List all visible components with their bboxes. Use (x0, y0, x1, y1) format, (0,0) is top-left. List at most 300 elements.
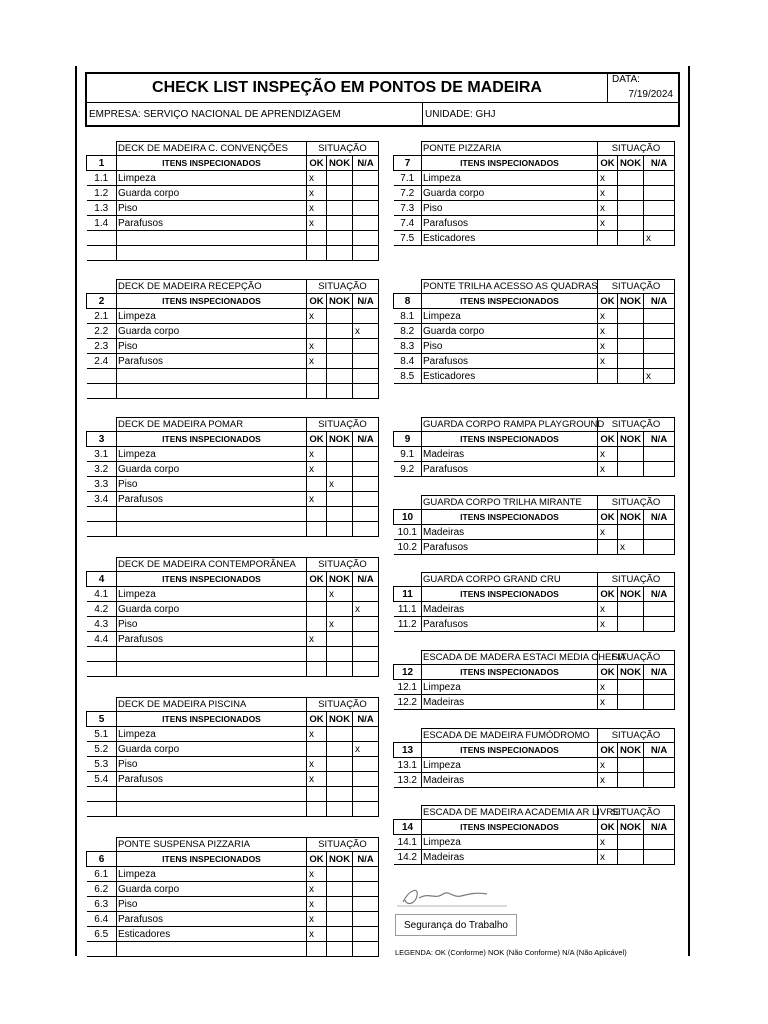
na-mark (353, 727, 379, 742)
date-label: DATA: (612, 74, 640, 85)
ok-mark (307, 787, 327, 802)
item-number: 14.2 (394, 850, 422, 865)
checklist-row (87, 384, 379, 399)
item-number: 12.2 (394, 695, 422, 710)
nok-mark (327, 507, 353, 522)
situacao-header: SITUAÇÃO (598, 651, 675, 665)
checklist-row (394, 309, 675, 324)
na-mark (644, 171, 675, 186)
nok-mark (327, 882, 353, 897)
checklist-row (394, 850, 675, 865)
nok-mark: x (327, 477, 353, 492)
company-row (87, 102, 678, 126)
na-mark (353, 462, 379, 477)
nok-mark (327, 324, 353, 339)
item-label (117, 522, 307, 537)
item-number (87, 507, 117, 522)
situacao-header: SITUAÇÃO (598, 573, 675, 587)
section-number: 5 (87, 712, 117, 727)
ok-mark (307, 942, 327, 957)
ok-header: OK (307, 294, 327, 309)
ok-mark: x (598, 186, 618, 201)
na-mark (353, 309, 379, 324)
ok-mark: x (598, 850, 618, 865)
item-number: 5.3 (87, 757, 117, 772)
items-header: ITENS INSPECIONADOS (117, 294, 307, 309)
situacao-header: SITUAÇÃO (598, 729, 675, 743)
item-label: Guarda corpo (117, 602, 307, 617)
na-mark (353, 802, 379, 817)
situacao-header: SITUAÇÃO (598, 418, 675, 432)
ok-mark: x (307, 216, 327, 231)
item-number: 6.1 (87, 867, 117, 882)
checklist-row (394, 540, 675, 555)
ok-mark: x (598, 216, 618, 231)
checklist-row (87, 246, 379, 261)
item-label: Limpeza (117, 447, 307, 462)
item-label (117, 942, 307, 957)
item-number: 6.2 (87, 882, 117, 897)
nok-header: NOK (327, 156, 353, 171)
ok-mark (307, 231, 327, 246)
ok-mark: x (307, 309, 327, 324)
nok-mark (618, 216, 644, 231)
na-mark (353, 927, 379, 942)
ok-header: OK (598, 432, 618, 447)
checklist-row (87, 324, 379, 339)
item-number: 1.2 (87, 186, 117, 201)
document-header (85, 72, 680, 127)
ok-mark (307, 477, 327, 492)
item-label: Guarda corpo (117, 462, 307, 477)
nok-mark (618, 309, 644, 324)
checklist-row (394, 324, 675, 339)
item-number: 11.2 (394, 617, 422, 632)
ok-header: OK (307, 712, 327, 727)
items-header: ITENS INSPECIONADOS (117, 572, 307, 587)
nok-mark (618, 850, 644, 865)
ok-mark: x (307, 882, 327, 897)
item-number: 5.2 (87, 742, 117, 757)
ok-mark: x (598, 339, 618, 354)
section-title: GUARDA CORPO RAMPA PLAYGROUND (423, 419, 605, 430)
item-label: Parafusos (117, 492, 307, 507)
na-header: N/A (644, 156, 675, 171)
nok-mark (618, 447, 644, 462)
item-label (117, 802, 307, 817)
checklist-row (394, 773, 675, 788)
checklist-row (394, 339, 675, 354)
item-label (117, 369, 307, 384)
items-header: ITENS INSPECIONADOS (422, 156, 598, 171)
na-mark (644, 602, 675, 617)
date-box (607, 74, 679, 102)
date-value: 7/19/2024 (628, 89, 673, 100)
item-number (87, 942, 117, 957)
item-label: Piso (117, 757, 307, 772)
item-label: Piso (117, 477, 307, 492)
checklist-row (394, 369, 675, 384)
na-mark (353, 231, 379, 246)
nok-mark (327, 186, 353, 201)
ok-header: OK (598, 665, 618, 680)
checklist-row (87, 492, 379, 507)
nok-header: NOK (327, 572, 353, 587)
nok-mark (327, 462, 353, 477)
item-label: Parafusos (117, 632, 307, 647)
item-label: Madeiras (422, 447, 598, 462)
section-number: 9 (394, 432, 422, 447)
item-number (87, 246, 117, 261)
section-number: 3 (87, 432, 117, 447)
checklist-row (87, 742, 379, 757)
checklist-row (87, 354, 379, 369)
item-label: Limpeza (117, 309, 307, 324)
item-number: 7.2 (394, 186, 422, 201)
item-label: Esticadores (422, 369, 598, 384)
checklist-row (87, 171, 379, 186)
item-label: Guarda corpo (117, 324, 307, 339)
items-header: ITENS INSPECIONADOS (117, 156, 307, 171)
ok-mark: x (307, 447, 327, 462)
item-label: Parafusos (117, 772, 307, 787)
na-mark: x (353, 742, 379, 757)
ok-mark (307, 647, 327, 662)
checklist-row (87, 802, 379, 817)
checklist-row (87, 882, 379, 897)
na-mark (353, 354, 379, 369)
checklist-row (394, 835, 675, 850)
nok-mark (327, 772, 353, 787)
ok-mark: x (307, 632, 327, 647)
situacao-header: SITUAÇÃO (598, 280, 675, 294)
nok-mark (327, 231, 353, 246)
section-title: PONTE PIZZARIA (422, 142, 598, 156)
nok-mark (327, 309, 353, 324)
item-number: 9.2 (394, 462, 422, 477)
na-header: N/A (644, 665, 675, 680)
na-mark (644, 525, 675, 540)
item-number: 8.1 (394, 309, 422, 324)
ok-mark: x (307, 186, 327, 201)
na-mark (353, 587, 379, 602)
nok-mark (618, 171, 644, 186)
nok-mark (618, 354, 644, 369)
item-number: 10.2 (394, 540, 422, 555)
item-label: Limpeza (117, 171, 307, 186)
nok-mark (327, 216, 353, 231)
nok-mark (327, 354, 353, 369)
na-mark (353, 447, 379, 462)
items-header: ITENS INSPECIONADOS (422, 432, 598, 447)
items-header: ITENS INSPECIONADOS (117, 712, 307, 727)
section-2 (86, 279, 379, 399)
nok-mark (327, 912, 353, 927)
nok-mark (618, 201, 644, 216)
ok-mark: x (307, 727, 327, 742)
nok-header: NOK (327, 294, 353, 309)
section-number: 13 (394, 743, 422, 758)
situacao-header: SITUAÇÃO (307, 142, 379, 156)
na-mark (353, 897, 379, 912)
na-mark (353, 662, 379, 677)
item-label (117, 507, 307, 522)
na-header: N/A (644, 294, 675, 309)
ok-mark: x (598, 462, 618, 477)
nok-header: NOK (618, 510, 644, 525)
item-number: 4.4 (87, 632, 117, 647)
ok-mark: x (307, 897, 327, 912)
checklist-row (87, 772, 379, 787)
section-4 (86, 557, 379, 677)
na-mark (353, 867, 379, 882)
nok-mark (327, 384, 353, 399)
na-mark: x (644, 369, 675, 384)
situacao-header: SITUAÇÃO (307, 418, 379, 432)
item-label: Piso (422, 339, 598, 354)
na-mark (644, 462, 675, 477)
na-mark (353, 787, 379, 802)
section-number: 14 (394, 820, 422, 835)
section-10 (393, 495, 675, 555)
na-mark (353, 647, 379, 662)
item-number: 3.2 (87, 462, 117, 477)
na-mark (353, 369, 379, 384)
ok-mark (307, 742, 327, 757)
na-mark (353, 216, 379, 231)
na-mark: x (353, 602, 379, 617)
ok-header: OK (307, 572, 327, 587)
nok-mark (327, 802, 353, 817)
section-title: DECK DE MADEIRA PISCINA (117, 698, 307, 712)
item-number: 2.1 (87, 309, 117, 324)
na-mark (644, 447, 675, 462)
item-label: Guarda corpo (422, 324, 598, 339)
section-title: DECK DE MADEIRA C. CONVENÇÕES (117, 142, 307, 156)
ok-mark (598, 231, 618, 246)
item-number: 4.2 (87, 602, 117, 617)
section-title: GUARDA CORPO GRAND CRU (422, 573, 598, 587)
checklist-row (394, 186, 675, 201)
section-title: DECK DE MADEIRA RECEPÇÃO (117, 280, 307, 294)
situacao-header: SITUAÇÃO (307, 558, 379, 572)
na-mark (353, 522, 379, 537)
ok-mark: x (307, 772, 327, 787)
ok-mark: x (598, 201, 618, 216)
checklist-row (87, 369, 379, 384)
na-mark: x (644, 231, 675, 246)
items-header: ITENS INSPECIONADOS (117, 432, 307, 447)
items-header: ITENS INSPECIONADOS (422, 510, 598, 525)
item-number: 6.5 (87, 927, 117, 942)
item-label: Parafusos (117, 216, 307, 231)
na-mark (353, 757, 379, 772)
item-number: 7.3 (394, 201, 422, 216)
na-header: N/A (353, 156, 379, 171)
checklist-row (87, 897, 379, 912)
nok-mark: x (327, 587, 353, 602)
na-mark (353, 477, 379, 492)
item-label: Piso (117, 897, 307, 912)
item-label (117, 662, 307, 677)
checklist-row (394, 680, 675, 695)
section-12 (393, 650, 675, 710)
item-label: Piso (117, 201, 307, 216)
item-number: 1.3 (87, 201, 117, 216)
item-number: 5.1 (87, 727, 117, 742)
na-header: N/A (644, 743, 675, 758)
checklist-row (394, 231, 675, 246)
ok-mark: x (598, 773, 618, 788)
section-number: 6 (87, 852, 117, 867)
company-name: EMPRESA: SERVIÇO NACIONAL DE APRENDIZAGEM (89, 109, 341, 120)
section-number: 8 (394, 294, 422, 309)
nok-mark (618, 339, 644, 354)
item-label: Parafusos (422, 540, 598, 555)
nok-mark (327, 201, 353, 216)
item-label: Limpeza (117, 727, 307, 742)
checklist-row (87, 662, 379, 677)
ok-mark (307, 587, 327, 602)
item-label (117, 246, 307, 261)
nok-header: NOK (618, 432, 644, 447)
ok-header: OK (598, 294, 618, 309)
checklist-row (394, 602, 675, 617)
item-number (87, 787, 117, 802)
section-number: 4 (87, 572, 117, 587)
ok-mark: x (307, 867, 327, 882)
ok-mark: x (598, 617, 618, 632)
situacao-header: SITUAÇÃO (598, 806, 675, 820)
signature-role: Segurança do Trabalho (395, 914, 517, 936)
checklist-row (87, 867, 379, 882)
checklist-row (394, 617, 675, 632)
section-7 (393, 141, 675, 246)
checklist-row (394, 201, 675, 216)
item-label: Parafusos (422, 216, 598, 231)
ok-mark (307, 662, 327, 677)
item-number: 6.3 (87, 897, 117, 912)
checklist-row (87, 201, 379, 216)
items-header: ITENS INSPECIONADOS (422, 294, 598, 309)
ok-mark (598, 540, 618, 555)
item-number: 7.4 (394, 216, 422, 231)
ok-header: OK (598, 587, 618, 602)
na-mark (644, 324, 675, 339)
ok-mark: x (307, 462, 327, 477)
section-title: ESCADA DE MADEIRA FUMÓDROMO (422, 729, 598, 743)
nok-mark (327, 647, 353, 662)
na-mark (644, 216, 675, 231)
na-mark (353, 507, 379, 522)
items-header: ITENS INSPECIONADOS (422, 587, 598, 602)
nok-mark (327, 632, 353, 647)
checklist-row (394, 758, 675, 773)
checklist-row (87, 787, 379, 802)
checklist-row (87, 216, 379, 231)
nok-mark (618, 186, 644, 201)
na-mark (644, 186, 675, 201)
nok-mark (618, 680, 644, 695)
section-number: 1 (87, 156, 117, 171)
na-header: N/A (353, 432, 379, 447)
situacao-header: SITUAÇÃO (598, 142, 675, 156)
nok-mark (618, 835, 644, 850)
item-label: Limpeza (422, 171, 598, 186)
item-label (117, 647, 307, 662)
na-mark (353, 772, 379, 787)
na-mark (353, 617, 379, 632)
item-number: 3.1 (87, 447, 117, 462)
na-mark (644, 773, 675, 788)
section-title: PONTE SUSPENSA PIZZARIA (117, 838, 307, 852)
item-label: Madeiras (422, 525, 598, 540)
item-label (117, 231, 307, 246)
ok-mark: x (598, 324, 618, 339)
section-title: PONTE TRILHA ACESSO AS QUADRAS (423, 281, 598, 292)
nok-mark (327, 927, 353, 942)
nok-mark: x (618, 540, 644, 555)
checklist-row (394, 354, 675, 369)
nok-mark (327, 867, 353, 882)
ok-header: OK (307, 156, 327, 171)
item-label: Parafusos (422, 617, 598, 632)
na-header: N/A (353, 852, 379, 867)
section-title: DECK DE MADEIRA CONTEMPORÂNEA (117, 558, 307, 572)
nok-mark (618, 617, 644, 632)
item-number: 1.1 (87, 171, 117, 186)
item-number: 13.1 (394, 758, 422, 773)
ok-mark: x (598, 447, 618, 462)
item-label: Esticadores (422, 231, 598, 246)
item-number: 13.2 (394, 773, 422, 788)
na-mark (353, 246, 379, 261)
checklist-row (394, 447, 675, 462)
checklist-row (394, 525, 675, 540)
na-mark (644, 850, 675, 865)
section-11 (393, 572, 675, 632)
item-number (87, 662, 117, 677)
nok-mark (327, 369, 353, 384)
item-number: 8.3 (394, 339, 422, 354)
nok-mark (327, 171, 353, 186)
page-title: CHECK LIST INSPEÇÃO EM PONTOS DE MADEIRA (152, 79, 542, 96)
nok-mark (327, 727, 353, 742)
item-number: 4.1 (87, 587, 117, 602)
ok-mark: x (307, 757, 327, 772)
nok-header: NOK (618, 665, 644, 680)
ok-mark: x (307, 927, 327, 942)
nok-mark (327, 492, 353, 507)
ok-mark: x (307, 492, 327, 507)
nok-mark (618, 369, 644, 384)
item-number: 11.1 (394, 602, 422, 617)
item-number (87, 522, 117, 537)
item-number (87, 647, 117, 662)
section-5 (86, 697, 379, 817)
item-label: Guarda corpo (117, 742, 307, 757)
checklist-row (87, 231, 379, 246)
nok-mark (327, 339, 353, 354)
checklist-row (394, 216, 675, 231)
na-header: N/A (644, 587, 675, 602)
item-number: 2.2 (87, 324, 117, 339)
item-number: 3.3 (87, 477, 117, 492)
na-mark: x (353, 324, 379, 339)
ok-mark (307, 384, 327, 399)
item-label: Limpeza (422, 835, 598, 850)
na-mark (353, 912, 379, 927)
